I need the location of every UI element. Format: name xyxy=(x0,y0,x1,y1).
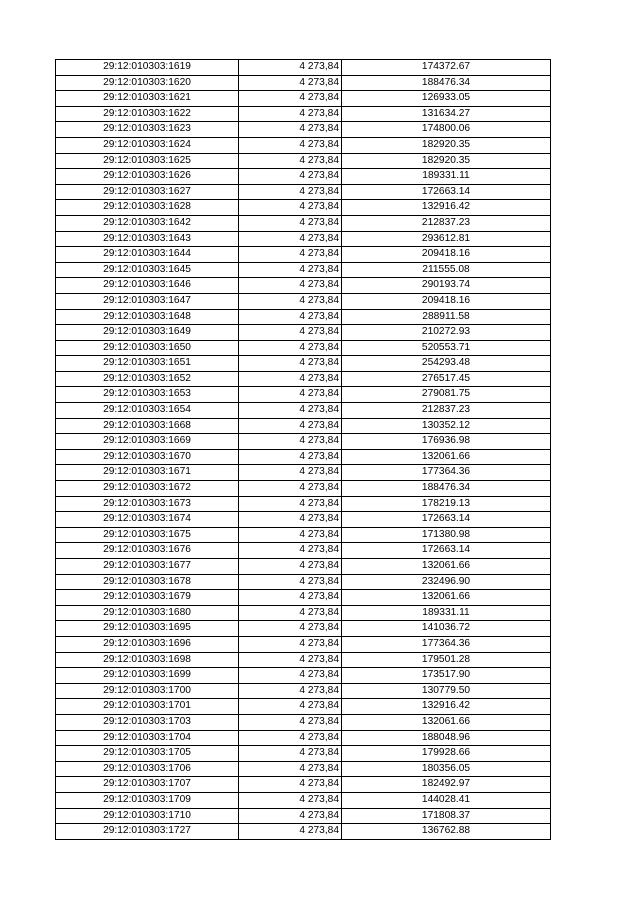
value-cell: 132061.66 xyxy=(342,714,551,730)
table-row xyxy=(56,730,551,746)
cadastral-number-cell: 29:12:010303:1710 xyxy=(56,808,239,824)
value-cell: 210272.93 xyxy=(342,325,551,341)
rate-cell: 4 273,84 xyxy=(239,636,342,652)
rate-cell: 4 273,84 xyxy=(239,590,342,606)
value-cell: 126933.05 xyxy=(342,91,551,107)
rate-cell: 4 273,84 xyxy=(239,418,342,434)
table-row xyxy=(56,559,551,575)
value-cell: 178219.13 xyxy=(342,496,551,512)
table-row xyxy=(56,278,551,294)
rate-cell: 4 273,84 xyxy=(239,512,342,528)
cadastral-number-cell: 29:12:010303:1705 xyxy=(56,746,239,762)
value-cell: 171808.37 xyxy=(342,808,551,824)
rate-cell: 4 273,84 xyxy=(239,200,342,216)
table-row xyxy=(56,746,551,762)
cadastral-number-cell: 29:12:010303:1627 xyxy=(56,184,239,200)
rate-cell: 4 273,84 xyxy=(239,824,342,840)
value-cell: 179928.66 xyxy=(342,746,551,762)
rate-cell: 4 273,84 xyxy=(239,106,342,122)
rate-cell: 4 273,84 xyxy=(239,293,342,309)
cadastral-number-cell: 29:12:010303:1675 xyxy=(56,527,239,543)
table-row xyxy=(56,153,551,169)
table-row xyxy=(56,449,551,465)
cadastral-number-cell: 29:12:010303:1623 xyxy=(56,122,239,138)
cadastral-number-cell: 29:12:010303:1649 xyxy=(56,325,239,341)
rate-cell: 4 273,84 xyxy=(239,60,342,76)
value-cell: 172663.14 xyxy=(342,184,551,200)
table-row xyxy=(56,527,551,543)
table-row xyxy=(56,714,551,730)
cadastral-number-cell: 29:12:010303:1679 xyxy=(56,590,239,606)
table-row xyxy=(56,200,551,216)
value-cell: 177364.36 xyxy=(342,465,551,481)
value-cell: 171380.98 xyxy=(342,527,551,543)
table-row xyxy=(56,761,551,777)
cadastral-number-cell: 29:12:010303:1700 xyxy=(56,683,239,699)
rate-cell: 4 273,84 xyxy=(239,730,342,746)
cadastral-number-cell: 29:12:010303:1651 xyxy=(56,356,239,372)
value-cell: 132916.42 xyxy=(342,699,551,715)
table-row xyxy=(56,621,551,637)
rate-cell: 4 273,84 xyxy=(239,91,342,107)
value-cell: 177364.36 xyxy=(342,636,551,652)
value-cell: 174800.06 xyxy=(342,122,551,138)
table-row xyxy=(56,75,551,91)
value-cell: 209418.16 xyxy=(342,247,551,263)
cadastral-number-cell: 29:12:010303:1646 xyxy=(56,278,239,294)
table-row xyxy=(56,91,551,107)
value-cell: 182492.97 xyxy=(342,777,551,793)
rate-cell: 4 273,84 xyxy=(239,714,342,730)
cadastral-number-cell: 29:12:010303:1625 xyxy=(56,153,239,169)
cadastral-number-cell: 29:12:010303:1670 xyxy=(56,449,239,465)
value-cell: 232496.90 xyxy=(342,574,551,590)
cadastral-number-cell: 29:12:010303:1668 xyxy=(56,418,239,434)
table-row xyxy=(56,356,551,372)
rate-cell: 4 273,84 xyxy=(239,761,342,777)
value-cell: 174372.67 xyxy=(342,60,551,76)
cadastral-number-cell: 29:12:010303:1648 xyxy=(56,309,239,325)
table-row xyxy=(56,262,551,278)
value-cell: 212837.23 xyxy=(342,215,551,231)
value-cell: 189331.11 xyxy=(342,169,551,185)
table-body xyxy=(56,60,551,840)
cadastral-number-cell: 29:12:010303:1699 xyxy=(56,668,239,684)
value-cell: 130779.50 xyxy=(342,683,551,699)
value-cell: 179501.28 xyxy=(342,652,551,668)
value-cell: 131634.27 xyxy=(342,106,551,122)
table-row xyxy=(56,184,551,200)
table-row xyxy=(56,340,551,356)
rate-cell: 4 273,84 xyxy=(239,481,342,497)
rate-cell: 4 273,84 xyxy=(239,808,342,824)
table-row xyxy=(56,808,551,824)
cadastral-number-cell: 29:12:010303:1703 xyxy=(56,714,239,730)
value-cell: 288911.58 xyxy=(342,309,551,325)
table-row xyxy=(56,325,551,341)
rate-cell: 4 273,84 xyxy=(239,356,342,372)
table-row xyxy=(56,668,551,684)
cadastral-number-cell: 29:12:010303:1698 xyxy=(56,652,239,668)
value-cell: 172663.14 xyxy=(342,512,551,528)
cadastral-number-cell: 29:12:010303:1642 xyxy=(56,215,239,231)
table-row xyxy=(56,215,551,231)
table-row xyxy=(56,543,551,559)
table-row xyxy=(56,122,551,138)
rate-cell: 4 273,84 xyxy=(239,465,342,481)
table-row xyxy=(56,309,551,325)
cadastral-number-cell: 29:12:010303:1669 xyxy=(56,434,239,450)
table-row xyxy=(56,792,551,808)
cadastral-number-cell: 29:12:010303:1677 xyxy=(56,559,239,575)
value-cell: 132061.66 xyxy=(342,449,551,465)
rate-cell: 4 273,84 xyxy=(239,683,342,699)
rate-cell: 4 273,84 xyxy=(239,434,342,450)
rate-cell: 4 273,84 xyxy=(239,340,342,356)
value-cell: 144028.41 xyxy=(342,792,551,808)
cadastral-number-cell: 29:12:010303:1696 xyxy=(56,636,239,652)
rate-cell: 4 273,84 xyxy=(239,122,342,138)
cadastral-number-cell: 29:12:010303:1622 xyxy=(56,106,239,122)
table-row xyxy=(56,824,551,840)
cadastral-number-cell: 29:12:010303:1727 xyxy=(56,824,239,840)
table-row xyxy=(56,481,551,497)
table-row xyxy=(56,652,551,668)
value-cell: 173517.90 xyxy=(342,668,551,684)
value-cell: 209418.16 xyxy=(342,293,551,309)
cadastral-number-cell: 29:12:010303:1695 xyxy=(56,621,239,637)
table-row xyxy=(56,496,551,512)
value-cell: 290193.74 xyxy=(342,278,551,294)
rate-cell: 4 273,84 xyxy=(239,137,342,153)
rate-cell: 4 273,84 xyxy=(239,559,342,575)
value-cell: 132916.42 xyxy=(342,200,551,216)
value-cell: 136762.88 xyxy=(342,824,551,840)
cadastral-number-cell: 29:12:010303:1647 xyxy=(56,293,239,309)
table-row xyxy=(56,371,551,387)
value-cell: 212837.23 xyxy=(342,403,551,419)
table-row xyxy=(56,512,551,528)
cadastral-number-cell: 29:12:010303:1704 xyxy=(56,730,239,746)
cadastral-number-cell: 29:12:010303:1707 xyxy=(56,777,239,793)
table-row xyxy=(56,605,551,621)
cadastral-number-cell: 29:12:010303:1645 xyxy=(56,262,239,278)
value-cell: 189331.11 xyxy=(342,605,551,621)
value-cell: 132061.66 xyxy=(342,590,551,606)
table-row xyxy=(56,60,551,76)
rate-cell: 4 273,84 xyxy=(239,792,342,808)
table-row xyxy=(56,636,551,652)
table-row xyxy=(56,699,551,715)
rate-cell: 4 273,84 xyxy=(239,574,342,590)
rate-cell: 4 273,84 xyxy=(239,496,342,512)
table-row xyxy=(56,106,551,122)
table-row xyxy=(56,137,551,153)
cadastral-number-cell: 29:12:010303:1676 xyxy=(56,543,239,559)
table-row xyxy=(56,403,551,419)
table-row xyxy=(56,777,551,793)
value-cell: 182920.35 xyxy=(342,137,551,153)
rate-cell: 4 273,84 xyxy=(239,231,342,247)
table-row xyxy=(56,247,551,263)
table-row xyxy=(56,169,551,185)
rate-cell: 4 273,84 xyxy=(239,325,342,341)
value-cell: 141036.72 xyxy=(342,621,551,637)
cadastral-number-cell: 29:12:010303:1652 xyxy=(56,371,239,387)
cadastral-number-cell: 29:12:010303:1624 xyxy=(56,137,239,153)
table-row xyxy=(56,590,551,606)
rate-cell: 4 273,84 xyxy=(239,247,342,263)
table-row xyxy=(56,465,551,481)
cadastral-number-cell: 29:12:010303:1626 xyxy=(56,169,239,185)
rate-cell: 4 273,84 xyxy=(239,668,342,684)
rate-cell: 4 273,84 xyxy=(239,153,342,169)
value-cell: 188048.96 xyxy=(342,730,551,746)
value-cell: 188476.34 xyxy=(342,481,551,497)
cadastral-value-table xyxy=(55,59,551,840)
rate-cell: 4 273,84 xyxy=(239,262,342,278)
value-cell: 276517.45 xyxy=(342,371,551,387)
cadastral-number-cell: 29:12:010303:1620 xyxy=(56,75,239,91)
cadastral-number-cell: 29:12:010303:1671 xyxy=(56,465,239,481)
table-row xyxy=(56,434,551,450)
cadastral-number-cell: 29:12:010303:1643 xyxy=(56,231,239,247)
rate-cell: 4 273,84 xyxy=(239,215,342,231)
rate-cell: 4 273,84 xyxy=(239,403,342,419)
table-row xyxy=(56,574,551,590)
rate-cell: 4 273,84 xyxy=(239,543,342,559)
cadastral-number-cell: 29:12:010303:1619 xyxy=(56,60,239,76)
table-row xyxy=(56,293,551,309)
rate-cell: 4 273,84 xyxy=(239,371,342,387)
rate-cell: 4 273,84 xyxy=(239,527,342,543)
value-cell: 279081.75 xyxy=(342,387,551,403)
rate-cell: 4 273,84 xyxy=(239,621,342,637)
cadastral-number-cell: 29:12:010303:1706 xyxy=(56,761,239,777)
rate-cell: 4 273,84 xyxy=(239,278,342,294)
rate-cell: 4 273,84 xyxy=(239,746,342,762)
value-cell: 176936.98 xyxy=(342,434,551,450)
rate-cell: 4 273,84 xyxy=(239,699,342,715)
value-cell: 520553.71 xyxy=(342,340,551,356)
rate-cell: 4 273,84 xyxy=(239,75,342,91)
cadastral-number-cell: 29:12:010303:1653 xyxy=(56,387,239,403)
table-row xyxy=(56,683,551,699)
cadastral-number-cell: 29:12:010303:1672 xyxy=(56,481,239,497)
cadastral-number-cell: 29:12:010303:1680 xyxy=(56,605,239,621)
rate-cell: 4 273,84 xyxy=(239,184,342,200)
cadastral-number-cell: 29:12:010303:1644 xyxy=(56,247,239,263)
value-cell: 188476.34 xyxy=(342,75,551,91)
rate-cell: 4 273,84 xyxy=(239,777,342,793)
rate-cell: 4 273,84 xyxy=(239,449,342,465)
rate-cell: 4 273,84 xyxy=(239,652,342,668)
table-row xyxy=(56,387,551,403)
table-row xyxy=(56,418,551,434)
value-cell: 130352.12 xyxy=(342,418,551,434)
value-cell: 182920.35 xyxy=(342,153,551,169)
cadastral-number-cell: 29:12:010303:1701 xyxy=(56,699,239,715)
value-cell: 211555.08 xyxy=(342,262,551,278)
value-cell: 293612.81 xyxy=(342,231,551,247)
rate-cell: 4 273,84 xyxy=(239,169,342,185)
value-cell: 254293.48 xyxy=(342,356,551,372)
cadastral-number-cell: 29:12:010303:1628 xyxy=(56,200,239,216)
cadastral-number-cell: 29:12:010303:1673 xyxy=(56,496,239,512)
cadastral-number-cell: 29:12:010303:1621 xyxy=(56,91,239,107)
rate-cell: 4 273,84 xyxy=(239,605,342,621)
value-cell: 172663.14 xyxy=(342,543,551,559)
rate-cell: 4 273,84 xyxy=(239,309,342,325)
cadastral-number-cell: 29:12:010303:1674 xyxy=(56,512,239,528)
cadastral-number-cell: 29:12:010303:1654 xyxy=(56,403,239,419)
value-cell: 132061.66 xyxy=(342,559,551,575)
rate-cell: 4 273,84 xyxy=(239,387,342,403)
cadastral-number-cell: 29:12:010303:1650 xyxy=(56,340,239,356)
cadastral-number-cell: 29:12:010303:1709 xyxy=(56,792,239,808)
value-cell: 180356.05 xyxy=(342,761,551,777)
table-row xyxy=(56,231,551,247)
cadastral-number-cell: 29:12:010303:1678 xyxy=(56,574,239,590)
